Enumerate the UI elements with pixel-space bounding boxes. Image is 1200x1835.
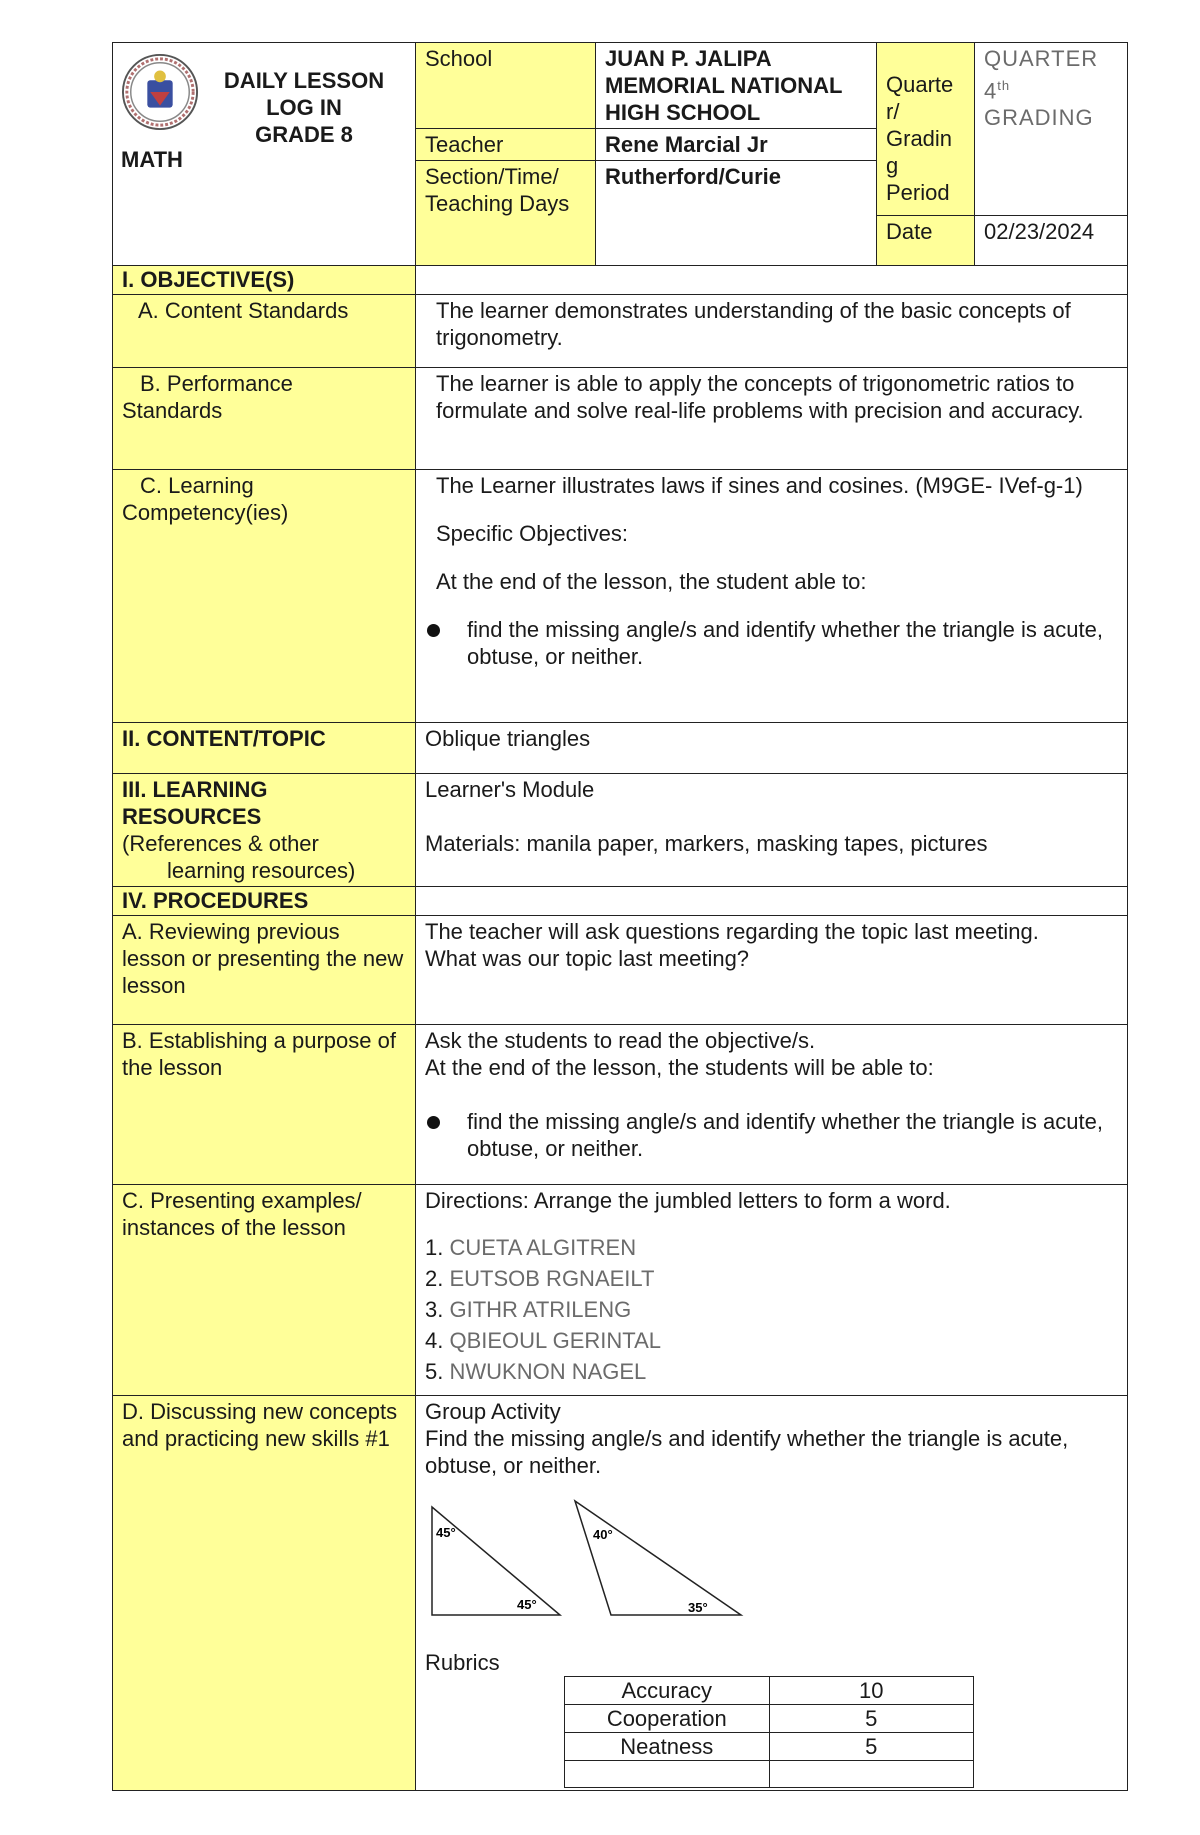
list-item	[425, 1325, 1118, 1356]
bullet-dot-icon	[427, 1116, 440, 1129]
content-value: Oblique triangles	[425, 726, 591, 751]
content-heading: II. CONTENT/TOPIC	[122, 726, 326, 751]
objective-bullet-text: find the missing angle/s and identify whether the triangle is acute, obtuse, or neither.	[467, 617, 1103, 669]
title-line2: LOG IN	[266, 95, 342, 120]
lesson-log-table	[112, 42, 1128, 1791]
list-item-num: 3.	[425, 1297, 444, 1322]
quarter-label-cell	[877, 43, 975, 216]
quarter-label-line2: r/	[886, 99, 900, 124]
school-label: School	[425, 46, 493, 71]
procedure-a-line2: What was our topic last meeting?	[425, 946, 750, 971]
triangle1-angle-bottom: 45°	[517, 1597, 537, 1612]
procedure-b-line1: Ask the students to read the objective/s.	[425, 1028, 816, 1053]
end-of-lesson-text: At the end of the lesson, the student able to:	[436, 569, 867, 594]
resources-label-cell	[113, 774, 416, 887]
list-item	[425, 1294, 1118, 1325]
objective-bullet	[425, 616, 1118, 670]
section-label-cell	[416, 161, 596, 266]
procedure-b-line2: At the end of the lesson, the students will be able to:	[425, 1055, 934, 1080]
procedures-heading-empty	[416, 887, 1128, 916]
date-value-cell	[975, 216, 1128, 266]
subject-label: MATH	[121, 147, 183, 172]
content-heading-cell	[113, 723, 416, 774]
procedure-b-cell	[416, 1025, 1128, 1185]
quarter-label-line5: Period	[886, 180, 950, 205]
list-item-num: 5.	[425, 1359, 444, 1384]
right-triangle	[432, 1507, 560, 1615]
resources-sub-line1: (References & other	[122, 831, 319, 856]
content-standards-label-cell	[113, 295, 416, 368]
procedure-b-label-cell	[113, 1025, 416, 1185]
quarter-value-num: 4	[984, 78, 998, 104]
quarter-label-line4: g	[886, 153, 899, 178]
list-item	[425, 1232, 1118, 1263]
rubrics-label: Rubrics	[425, 1650, 500, 1675]
resources-sub-line2: learning resources)	[167, 858, 356, 883]
competency-label-cell	[113, 470, 416, 723]
performance-label-line1: B. Performance	[140, 371, 293, 396]
specific-objectives-heading: Specific Objectives:	[436, 521, 628, 546]
title-line1: DAILY LESSON	[223, 68, 385, 93]
performance-text: The learner is able to apply the concepts of trigonometric ratios to formulate and solve real-life problems with precision and accuracy.	[436, 371, 1084, 423]
procedure-c-cell	[416, 1185, 1128, 1396]
list-item	[425, 1356, 1118, 1387]
rubric-criterion: Accuracy	[565, 1677, 770, 1705]
table-row	[565, 1733, 974, 1761]
competency-text: The Learner illustrates laws if sines and cosines. (M9GE- IVef-g-1)	[436, 473, 1083, 498]
quarter-label-line1: Quarte	[886, 72, 954, 97]
rubric-points: 5	[769, 1705, 974, 1733]
resources-heading-line2: RESOURCES	[122, 804, 262, 829]
list-item-text: QBIEOUL GERINTAL	[449, 1328, 661, 1353]
title-line3: GRADE 8	[255, 122, 353, 147]
rubric-points: 10	[769, 1677, 974, 1705]
content-value-cell	[416, 723, 1128, 774]
teacher-value-cell	[596, 129, 877, 161]
resources-cell	[416, 774, 1128, 887]
procedure-b-bullet	[425, 1108, 1118, 1162]
jumbled-list	[425, 1232, 1118, 1387]
date-label-cell	[877, 216, 975, 266]
list-item-num: 1.	[425, 1235, 444, 1260]
lesson-log-page	[112, 42, 1127, 1791]
resources-materials: Materials: manila paper, markers, masking tapes, pictures	[425, 831, 988, 856]
rubric-criterion	[565, 1761, 770, 1788]
procedure-a-line1: The teacher will ask questions regarding the topic last meeting.	[425, 919, 1039, 944]
procedure-b-bullet-text: find the missing angle/s and identify whether the triangle is acute, obtuse, or neither.	[467, 1109, 1103, 1161]
procedure-c-directions: Directions: Arrange the jumbled letters to form a word.	[425, 1188, 951, 1213]
objectives-heading-cell	[113, 266, 416, 295]
quarter-value-line1: QUARTER	[984, 46, 1099, 71]
procedure-d-label-cell	[113, 1396, 416, 1791]
rubric-points: 5	[769, 1733, 974, 1761]
deped-seal-icon	[121, 53, 199, 131]
section-value-cell	[596, 161, 877, 266]
triangle2-angle-top: 40°	[593, 1527, 613, 1542]
procedure-b-label: B. Establishing a purpose of the lesson	[122, 1028, 396, 1080]
resources-heading-line1: III. LEARNING	[122, 777, 268, 802]
table-row	[565, 1705, 974, 1733]
objectives-heading-empty	[416, 266, 1128, 295]
table-row	[565, 1761, 974, 1788]
performance-label-line2: Standards	[122, 398, 223, 423]
triangle-figures	[425, 1497, 765, 1627]
competency-label-line1: C. Learning	[140, 473, 254, 498]
list-item-num: 2.	[425, 1266, 444, 1291]
resources-module: Learner's Module	[425, 777, 595, 802]
content-standards-cell	[416, 295, 1128, 368]
procedure-d-label: D. Discussing new concepts and practicing new skills #1	[122, 1399, 398, 1451]
list-item-num: 4.	[425, 1328, 444, 1353]
performance-cell	[416, 368, 1128, 470]
school-value-line1: JUAN P. JALIPA	[605, 46, 772, 71]
list-item-text: CUETA ALGITREN	[449, 1235, 637, 1260]
table-row	[565, 1677, 974, 1705]
teacher-value: Rene Marcial Jr	[605, 132, 768, 157]
triangle1-angle-top: 45°	[436, 1525, 456, 1540]
rubric-points	[769, 1761, 974, 1788]
quarter-label-line3: Gradin	[886, 126, 953, 151]
quarter-value-sup: th	[997, 78, 1011, 93]
date-value: 02/23/2024	[984, 219, 1095, 244]
competency-cell	[416, 470, 1128, 723]
list-item-text: EUTSOB RGNAEILT	[449, 1266, 655, 1291]
rubric-criterion: Cooperation	[565, 1705, 770, 1733]
section-label-line1: Section/Time/	[425, 164, 559, 189]
procedure-d-line1: Group Activity	[425, 1399, 561, 1424]
date-label: Date	[886, 219, 933, 244]
procedure-a-cell	[416, 916, 1128, 1025]
quarter-value-line3: GRADING	[984, 105, 1094, 131]
objectives-heading: I. OBJECTIVE(S)	[122, 267, 295, 292]
teacher-label-cell	[416, 129, 596, 161]
triangle2-angle-bottom: 35°	[688, 1600, 708, 1615]
school-value-line3: HIGH SCHOOL	[605, 100, 761, 125]
procedure-d-cell	[416, 1396, 1128, 1791]
rubric-criterion: Neatness	[565, 1733, 770, 1761]
competency-label-line2: Competency(ies)	[122, 500, 289, 525]
title-cell	[113, 43, 416, 266]
school-label-cell	[416, 43, 596, 129]
section-value: Rutherford/Curie	[605, 164, 781, 189]
procedure-c-label-cell	[113, 1185, 416, 1396]
quarter-value-cell	[975, 43, 1128, 216]
content-standards-label: A. Content Standards	[138, 298, 349, 323]
school-value-line2: MEMORIAL NATIONAL	[605, 73, 843, 98]
procedure-c-label: C. Presenting examples/ instances of the lesson	[122, 1188, 362, 1240]
list-item-text: GITHR ATRILENG	[449, 1297, 632, 1322]
teacher-label: Teacher	[425, 132, 504, 157]
rubrics-table	[564, 1676, 974, 1788]
section-label-line2: Teaching Days	[425, 191, 570, 216]
procedures-heading: IV. PROCEDURES	[122, 888, 309, 913]
list-item-text: NWUKNON NAGEL	[449, 1359, 647, 1384]
list-item	[425, 1263, 1118, 1294]
procedure-d-line2: Find the missing angle/s and identify whether the triangle is acute, obtuse, or neither.	[425, 1426, 1069, 1478]
oblique-triangle	[575, 1501, 741, 1615]
bullet-dot-icon	[427, 624, 440, 637]
procedure-a-label: A. Reviewing previous lesson or presenting the new lesson	[122, 919, 404, 998]
school-value-cell	[596, 43, 877, 129]
content-standards-text: The learner demonstrates understanding of the basic concepts of trigonometry.	[436, 298, 1071, 350]
performance-label-cell	[113, 368, 416, 470]
procedure-a-label-cell	[113, 916, 416, 1025]
procedures-heading-cell	[113, 887, 416, 916]
